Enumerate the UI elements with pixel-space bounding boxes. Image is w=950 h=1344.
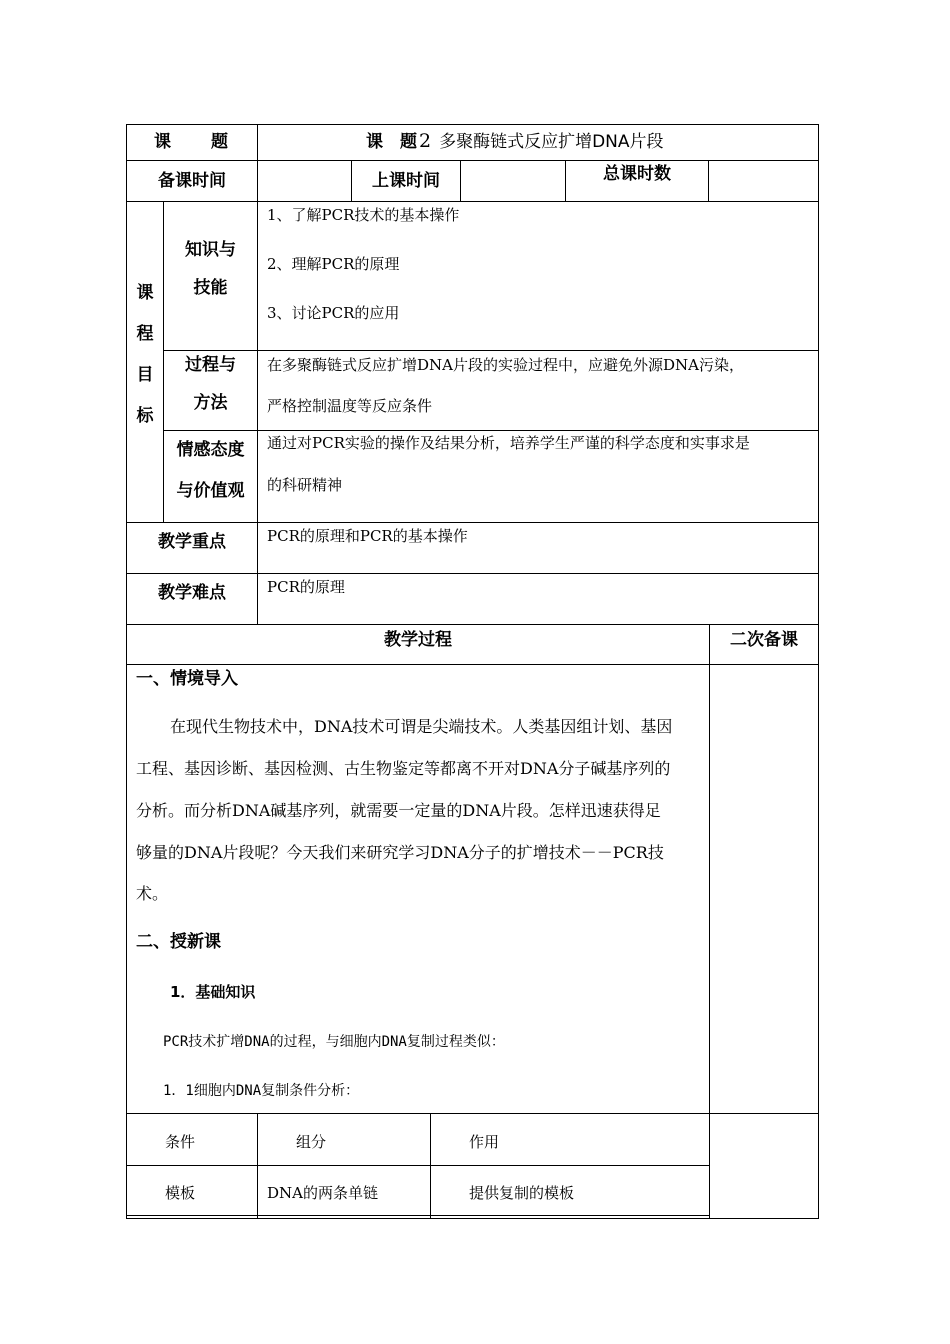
knowledge-item: 2、理解PCR的原理 — [267, 255, 400, 273]
col-divider — [709, 624, 710, 1219]
table-border-bottom — [126, 1218, 819, 1219]
row-divider — [126, 1113, 819, 1114]
key-point-value: PCR的原理和PCR的基本操作 — [267, 527, 468, 545]
emotion-label: 与价值观 — [176, 481, 245, 501]
table-cell: 提供复制的模板 — [469, 1184, 575, 1202]
topic-title-line — [366, 131, 664, 152]
section-title: 二、授新课 — [136, 932, 221, 952]
row-divider — [126, 624, 819, 625]
objectives-group-char: 课 — [136, 283, 154, 303]
row-divider — [163, 350, 819, 351]
objectives-group-char: 标 — [136, 406, 154, 426]
key-point-label: 教学重点 — [158, 532, 226, 552]
prep-time-label: 备课时间 — [158, 171, 226, 191]
col-divider — [708, 160, 709, 202]
row-divider — [163, 430, 819, 431]
table-header-cell: 组分 — [296, 1133, 327, 1151]
class-time-label: 上课时间 — [372, 171, 440, 191]
row-divider — [126, 573, 819, 574]
paragraph-line: 够量的DNA片段呢？今天我们来研究学习DNA分子的扩增技术－－PCR技 — [136, 843, 664, 862]
process-text: 在多聚酶链式反应扩增DNA片段的实验过程中，应避免外源DNA污染， — [267, 356, 744, 374]
table-cell: 模板 — [165, 1184, 196, 1202]
knowledge-label: 技能 — [193, 278, 228, 298]
knowledge-item: 3、讨论PCR的应用 — [267, 304, 400, 322]
paragraph-line: 在现代生物技术中，DNA技术可谓是尖端技术。人类基因组计划、基因 — [170, 717, 673, 736]
secondary-prep-header: 二次备课 — [730, 630, 798, 650]
subsection-text: 1．1细胞内DNA复制条件分析： — [163, 1083, 360, 1099]
table-border-top — [126, 124, 819, 125]
col-divider — [430, 1113, 431, 1218]
paragraph-line: 术。 — [136, 884, 169, 903]
section-title: 一、情境导入 — [136, 669, 238, 689]
total-hours-label: 总课时数 — [603, 164, 671, 184]
table-header-cell: 条件 — [165, 1133, 196, 1151]
col-divider — [257, 201, 258, 625]
col-divider — [460, 160, 461, 202]
emotion-text: 通过对PCR实验的操作及结果分析，培养学生严谨的科学态度和实事求是 — [267, 434, 750, 452]
topic-prefix: 课 题 — [366, 132, 417, 152]
topic-number: 2 — [419, 130, 432, 152]
topic-title: 多聚酶链式反应扩增DNA片段 — [439, 132, 664, 152]
emotion-label: 情感态度 — [176, 440, 245, 460]
row-divider — [126, 160, 819, 161]
table-header-cell: 作用 — [469, 1133, 500, 1151]
objectives-group-char: 目 — [136, 365, 154, 385]
objectives-group-char: 程 — [136, 324, 154, 344]
difficulty-value: PCR的原理 — [267, 578, 345, 596]
process-header: 教学过程 — [384, 630, 452, 650]
process-label: 过程与 — [185, 355, 236, 375]
table-border-right — [818, 124, 819, 1219]
process-label: 方法 — [193, 393, 228, 413]
col-divider — [257, 124, 258, 202]
row-divider — [126, 522, 819, 523]
paragraph-line: 工程、基因诊断、基因检测、古生物鉴定等都离不开对DNA分子碱基序列的 — [136, 759, 671, 778]
row-divider — [126, 1215, 710, 1216]
process-text: 严格控制温度等反应条件 — [267, 397, 433, 415]
row-divider — [126, 664, 819, 665]
paragraph-line: 分析。而分析DNA碱基序列，就需要一定量的DNA片段。怎样迅速获得足 — [136, 801, 661, 820]
subsection-title: 1．基础知识 — [170, 983, 256, 1001]
topic-label: 课 题 — [154, 132, 230, 152]
table-cell: DNA的两条单链 — [267, 1184, 378, 1202]
knowledge-label: 知识与 — [185, 240, 236, 260]
subsection-text: PCR技术扩增DNA的过程，与细胞内DNA复制过程类似： — [163, 1034, 505, 1050]
row-divider — [126, 201, 819, 202]
emotion-text: 的科研精神 — [267, 476, 343, 494]
row-divider — [126, 1165, 710, 1166]
difficulty-label: 教学难点 — [158, 583, 226, 603]
col-divider — [257, 1113, 258, 1218]
knowledge-item: 1、了解PCR技术的基本操作 — [267, 206, 460, 224]
